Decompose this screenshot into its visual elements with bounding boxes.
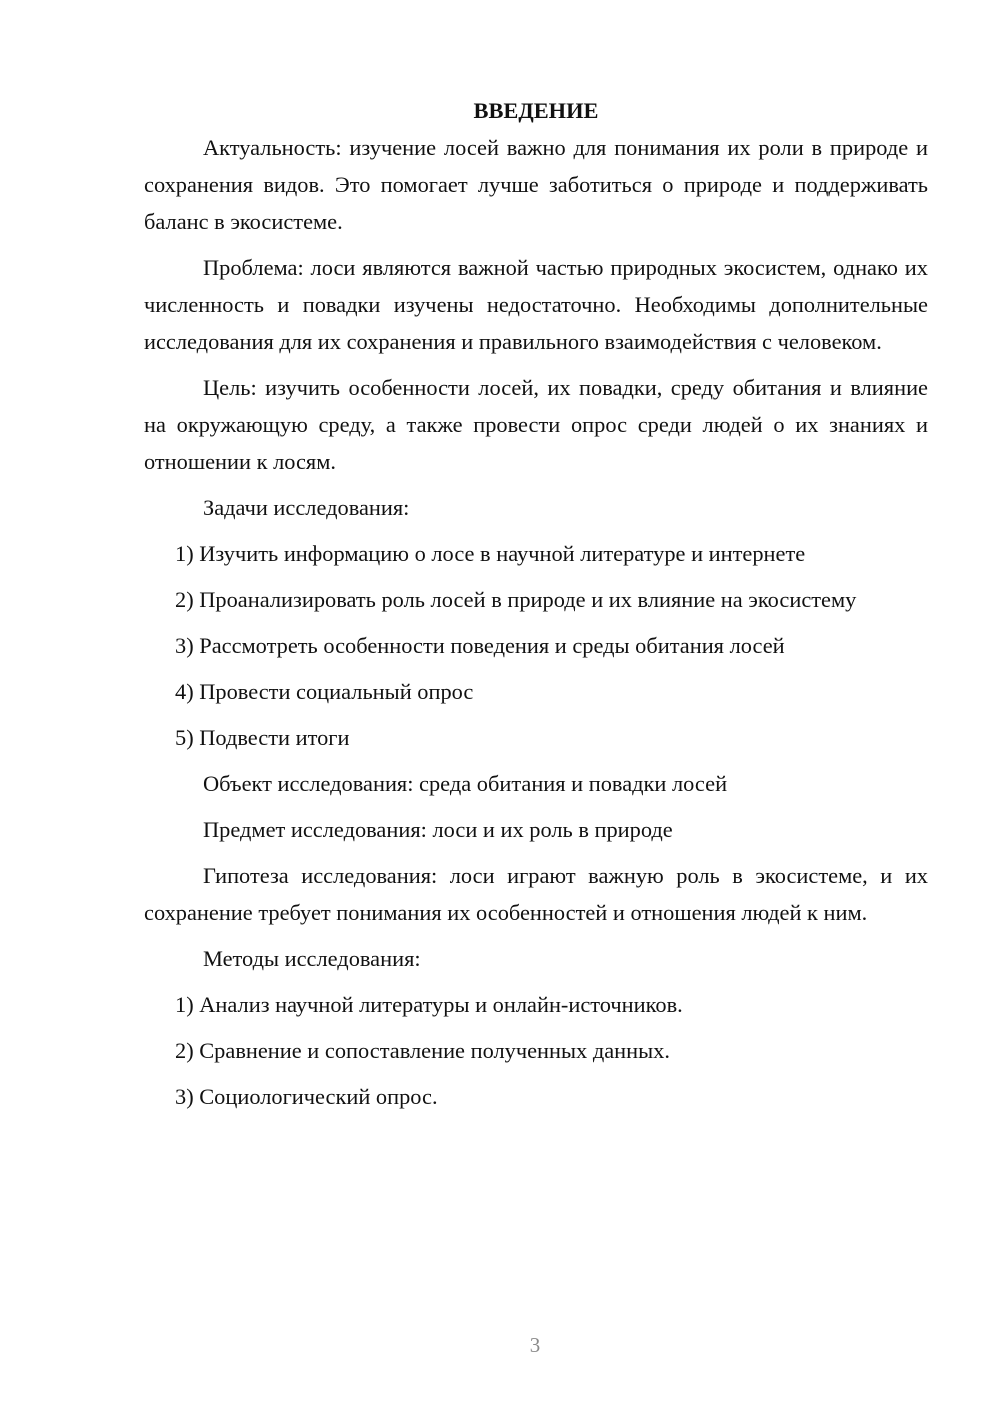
- task-item-1: 1) Изучить информацию о лосе в научной литературе и интернете: [175, 541, 806, 566]
- method-item-3: 3) Социологический опрос.: [175, 1084, 438, 1109]
- problem-paragraph: Проблема: лоси являются важной частью природных экосистем, однако их численность и повадки изучены недостаточно. Необходимы дополнительные исследования для их сохранения и правильного взаимодействия с человеком.: [144, 255, 928, 354]
- task-item-4: 4) Провести социальный опрос: [175, 679, 474, 704]
- goal-paragraph: Цель: изучить особенности лосей, их повадки, среду обитания и влияние на окружающую среду, а также провести опрос среди людей о их знаниях и отношении к лосям.: [144, 375, 928, 474]
- research-subject: Предмет исследования: лоси и их роль в природе: [203, 817, 673, 842]
- document-body: [144, 92, 928, 1124]
- hypothesis-paragraph: Гипотеза исследования: лоси играют важную роль в экосистеме, и их сохранение требует понимания их особенностей и отношения людей к ним.: [144, 863, 928, 925]
- research-object: Объект исследования: среда обитания и повадки лосей: [203, 771, 728, 796]
- method-item-2: 2) Сравнение и сопоставление полученных данных.: [175, 1038, 670, 1063]
- tasks-heading: Задачи исследования:: [203, 495, 410, 520]
- task-item-2: 2) Проанализировать роль лосей в природе и их влияние на экосистему: [175, 587, 857, 612]
- relevance-paragraph: Актуальность: изучение лосей важно для понимания их роли в природе и сохранения видов. Это помогает лучше заботиться о природе и поддерживать баланс в экосистеме.: [144, 135, 928, 234]
- task-item-3: 3) Рассмотреть особенности поведения и среды обитания лосей: [175, 633, 785, 658]
- method-item-1: 1) Анализ научной литературы и онлайн-источников.: [175, 992, 683, 1017]
- task-item-5: 5) Подвести итоги: [175, 725, 350, 750]
- methods-heading: Методы исследования:: [203, 946, 421, 971]
- page-number: 3: [529, 1333, 541, 1357]
- page-title: ВВЕДЕНИЕ: [473, 98, 599, 123]
- page-number-footer: [0, 1328, 1000, 1362]
